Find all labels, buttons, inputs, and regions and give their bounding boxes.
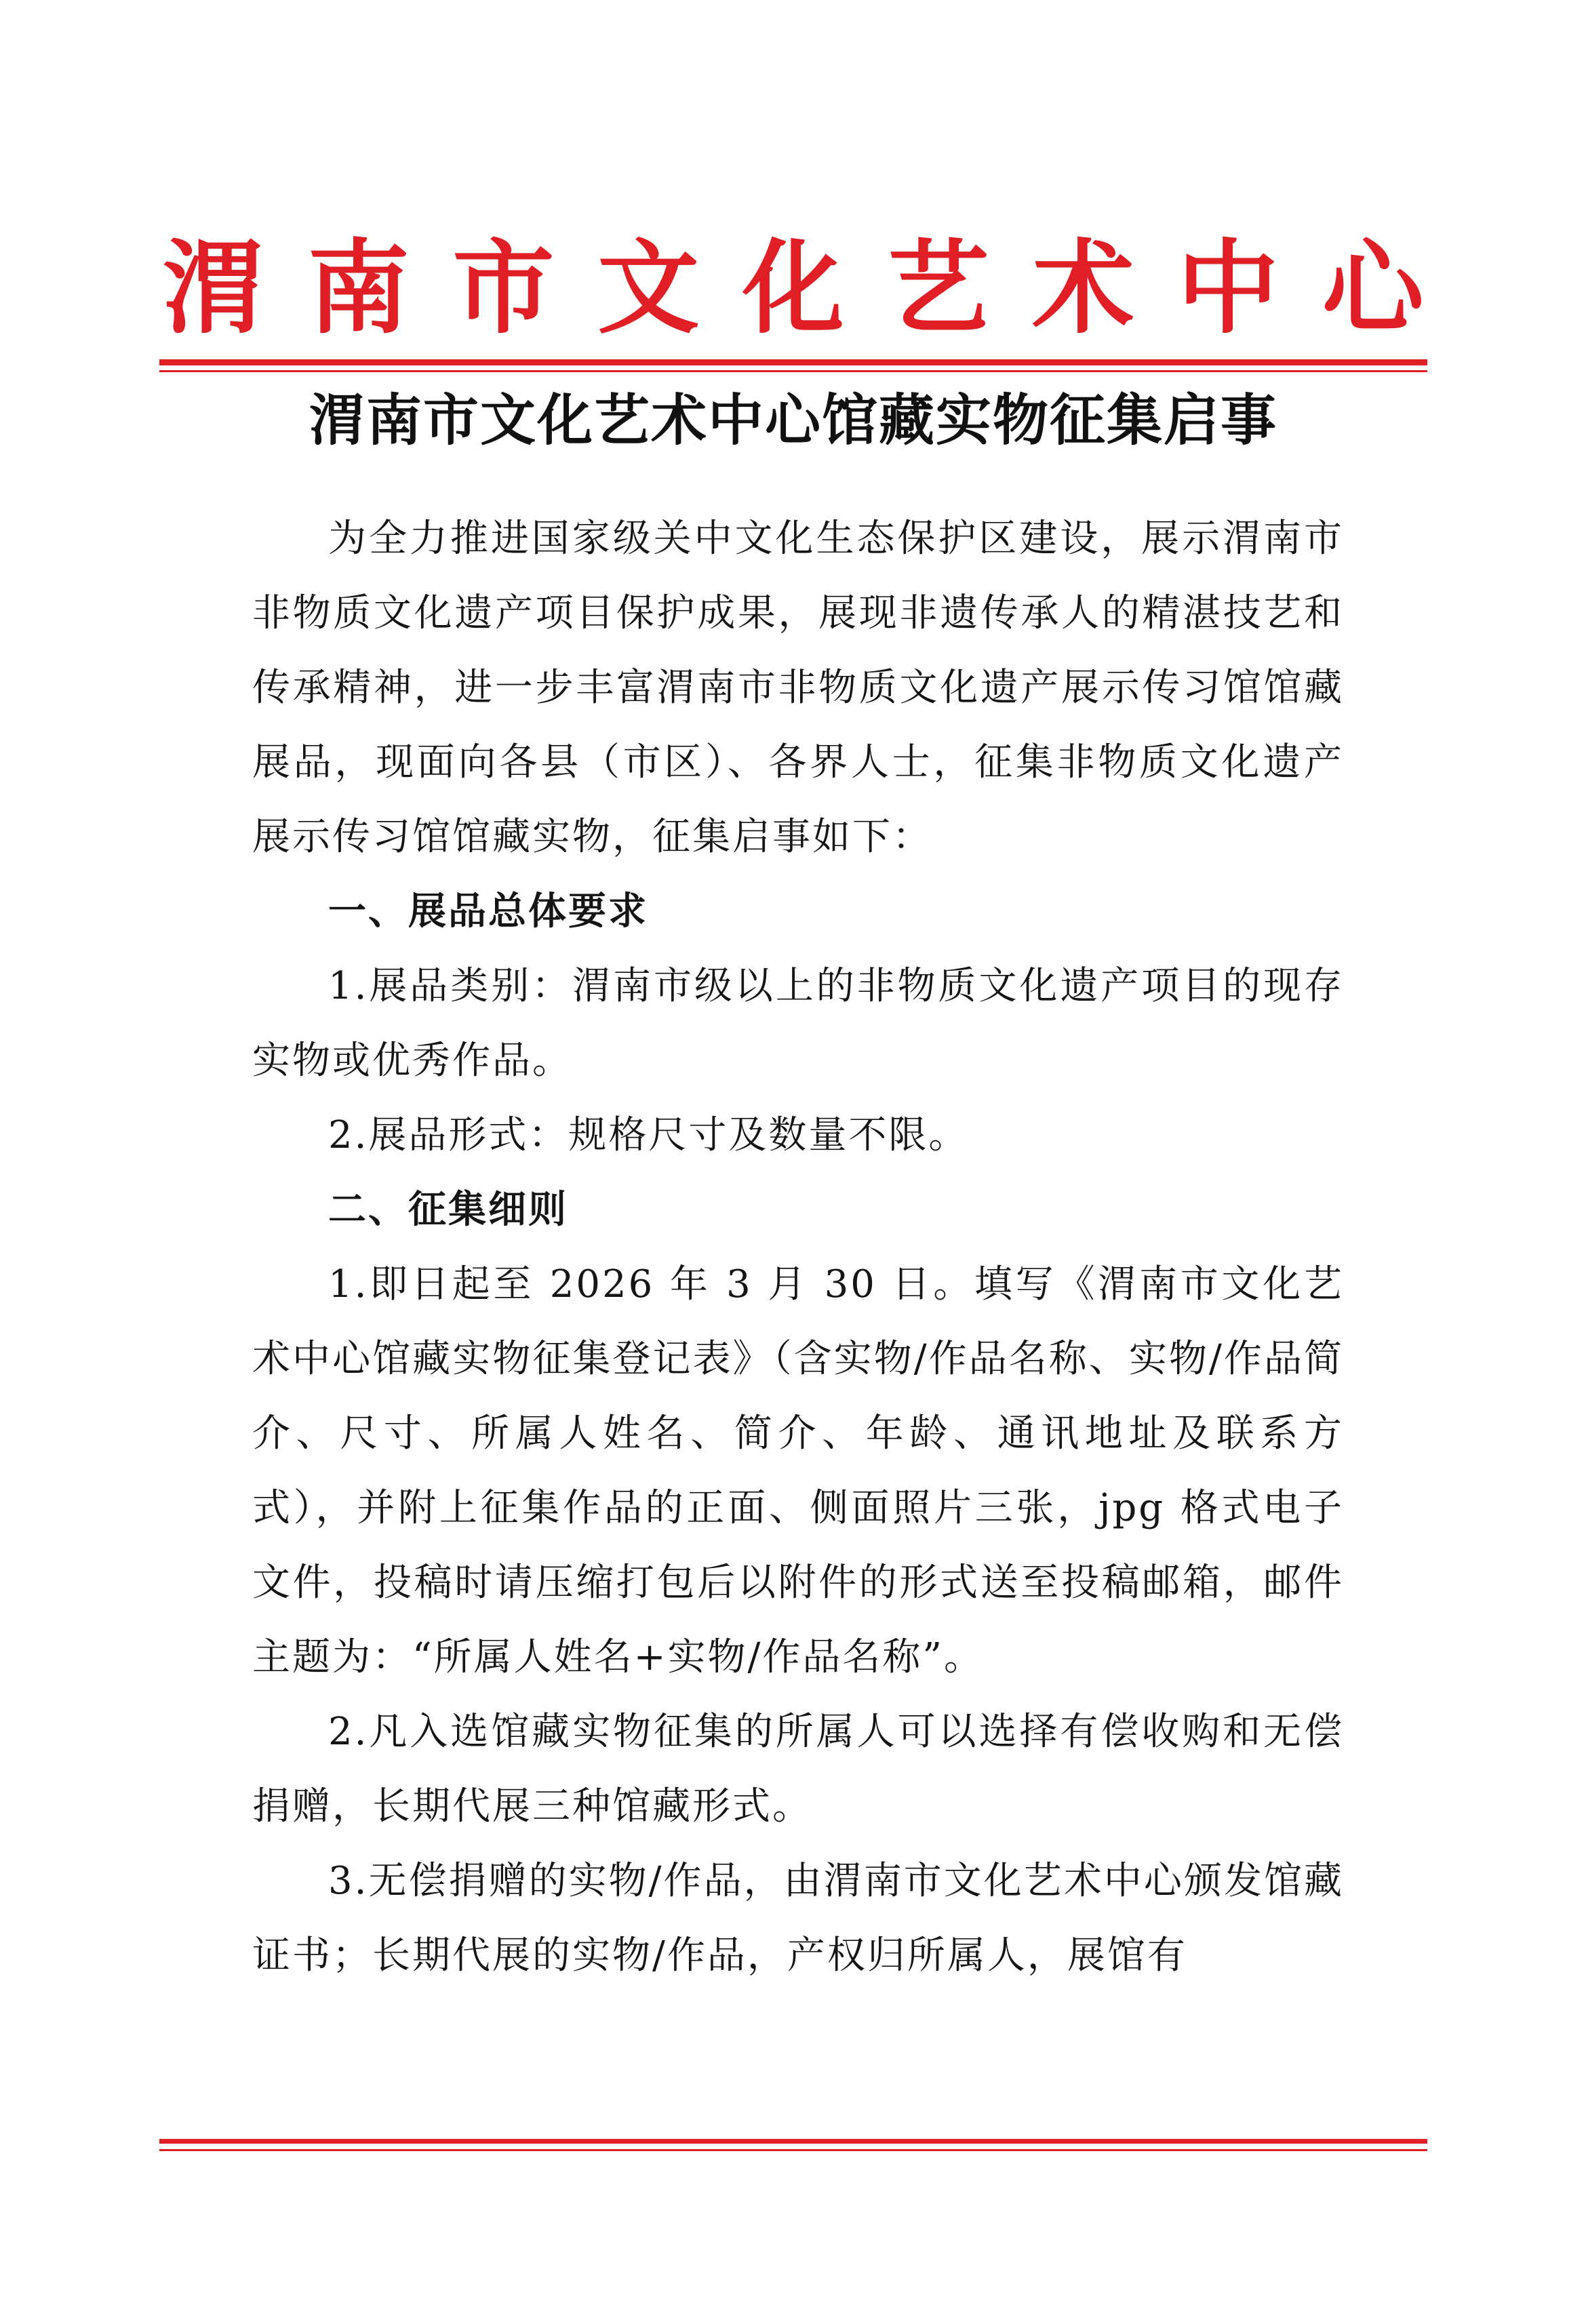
intro-paragraph: 为全力推进国家级关中文化生态保护区建设，展示渭南市非物质文化遗产项目保护成果，展现非遗传承人的精湛技艺和传承精神，进一步丰富渭南市非物质文化遗产展示传习馆馆藏展品，现面向各县（市区）、各界人士，征集非物质文化遗产展示传习馆馆藏实物，征集启事如下： — [252, 517, 1344, 859]
detail-item-certificate: 3.无偿捐赠的实物/作品，由渭南市文化艺术中心颁发馆藏证书；长期代展的实物/作品，产权归所属人，展馆有 — [252, 1859, 1344, 1978]
section-heading-requirements: 一、展品总体要求 — [328, 889, 648, 934]
letterhead-char: 市 — [452, 228, 555, 348]
header-divider-thin — [159, 370, 1427, 372]
requirement-item-format: 2.展品形式：规格尺寸及数量不限。 — [328, 1113, 969, 1157]
letterhead-char: 化 — [742, 228, 844, 348]
footer-divider-thick — [159, 2139, 1427, 2144]
detail-item-collection-forms: 2.凡入选馆藏实物征集的所属人可以选择有偿收购和无偿捐赠，长期代展三种馆藏形式。 — [252, 1710, 1344, 1828]
letterhead-char: 南 — [307, 228, 410, 348]
section-heading-details: 二、征集细则 — [328, 1188, 568, 1232]
letterhead-char: 中 — [1177, 228, 1280, 348]
letterhead-char: 渭 — [163, 228, 265, 348]
letterhead-char: 心 — [1322, 228, 1424, 348]
letterhead-org-name — [163, 224, 1424, 353]
letterhead-char: 术 — [1032, 228, 1134, 348]
document-title: 渭南市文化艺术中心馆藏实物征集启事 — [309, 388, 1277, 453]
detail-item-submission: 1.即日起至 2026 年 3 月 30 日。填写《渭南市文化艺术中心馆藏实物征集登记表》（含实物/作品名称、实物/作品简介、尺寸、所属人姓名、简介、年龄、通讯地址及联系方式），并附上征集作品的正面、侧面照片三张，jpg 格式电子文件，投稿时请压缩打包后以附件的形式送至投稿邮箱，邮件主题为：“所属人姓名+实物/作品名称”。 — [252, 1262, 1344, 1679]
letterhead-char: 文 — [597, 228, 700, 348]
letterhead-char: 艺 — [887, 228, 989, 348]
requirement-item-category: 1.展品类别：渭南市级以上的非物质文化遗产项目的现存实物或优秀作品。 — [252, 964, 1344, 1083]
document-body — [252, 502, 1344, 1993]
footer-divider-thin — [159, 2149, 1427, 2151]
header-divider-thick — [159, 359, 1427, 365]
